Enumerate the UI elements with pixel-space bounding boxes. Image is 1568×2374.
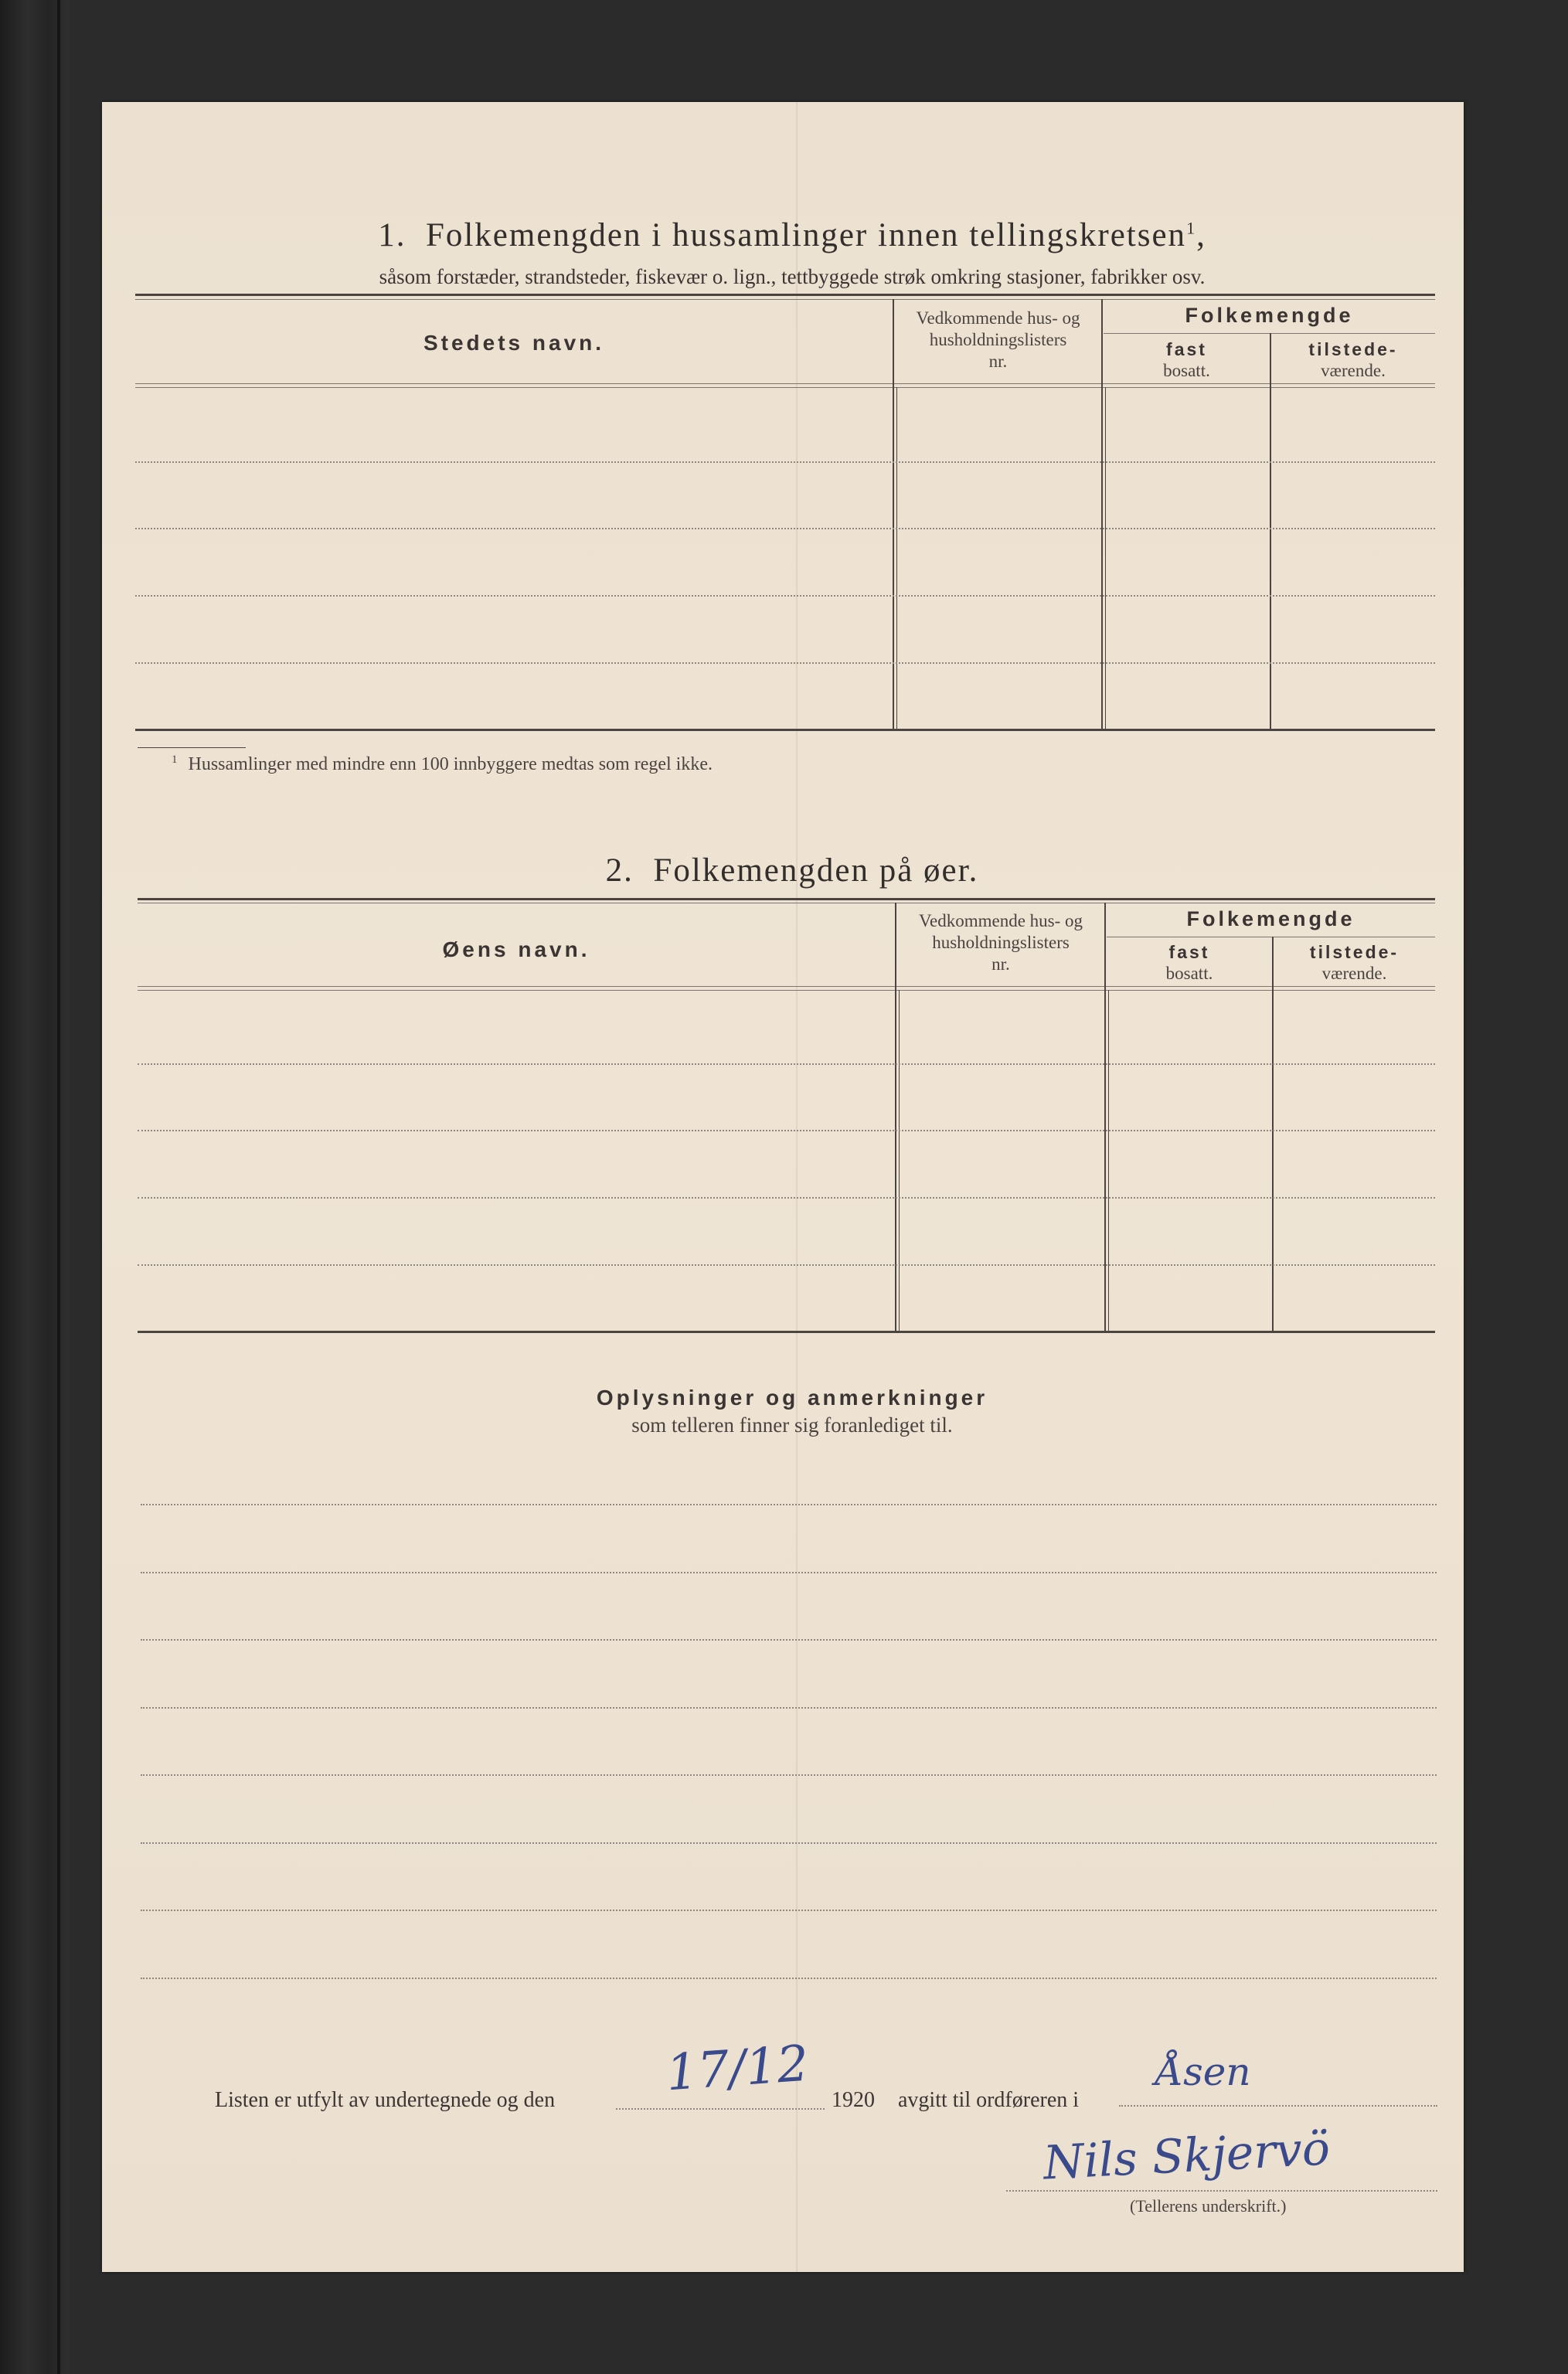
remarks-subtitle: som telleren finner sig foranlediget til. — [631, 1413, 953, 1437]
table2-top-rule — [138, 898, 1435, 900]
table1-header-tilstede: tilstede- værende. — [1308, 339, 1398, 380]
remarks-line — [141, 1774, 1437, 1776]
table1-header-rule — [135, 383, 1435, 384]
paper-fold — [796, 102, 798, 2272]
signature-caption: (Tellerens underskrift.) — [1130, 2196, 1287, 2216]
signature-line — [1006, 2190, 1437, 2192]
handwritten-signature: Nils Skjervö — [1042, 2121, 1332, 2191]
table1-header-name: Stedets navn. — [423, 331, 605, 355]
table1-row-line — [135, 662, 1435, 664]
table1-row-line — [135, 528, 1435, 529]
table2-header-tilstede: tilstede- værende. — [1309, 942, 1400, 983]
table1-header-fast: fast bosatt. — [1163, 339, 1210, 380]
table2-row-line — [138, 1130, 1435, 1131]
remarks-line — [141, 1842, 1437, 1844]
table1-header-folkemengde: Folkemengde — [1185, 304, 1354, 327]
remarks-line — [141, 1707, 1437, 1709]
remarks-line — [141, 1978, 1437, 1979]
table2-bottom-rule — [138, 1331, 1435, 1333]
remarks-line — [141, 1910, 1437, 1911]
handwritten-place: Åsen — [1155, 2049, 1251, 2094]
table1-col-divider-2 — [1101, 299, 1103, 730]
table2-row-line — [138, 1197, 1435, 1199]
table2-row-line — [138, 1264, 1435, 1266]
binder-line — [57, 0, 60, 2374]
section1-subtitle: såsom forstæder, strandsteder, fiskevær o. lign., tettbyggede strøk omkring stasjoner, fabrikker osv. — [379, 265, 1206, 288]
table2-header-name: Øens navn. — [442, 937, 590, 961]
place-line — [1119, 2105, 1437, 2107]
table2-col-divider-3 — [1272, 937, 1274, 1332]
table2-header-fast: fast bosatt. — [1165, 942, 1213, 983]
table1-top-rule — [135, 294, 1435, 296]
table1-col-divider-3 — [1270, 333, 1271, 730]
table2-header-folkemengde: Folkemengde — [1186, 907, 1355, 930]
table2-col-divider-2b — [1108, 990, 1109, 1332]
table1-row-line — [135, 595, 1435, 597]
table2-header-rule — [138, 986, 1435, 987]
footnote-rule — [138, 747, 246, 748]
signature-prefix: Listen er utfylt av undertegnede og den — [215, 2088, 556, 2112]
remarks-line — [141, 1504, 1437, 1505]
handwritten-date: 17/12 — [664, 2035, 811, 2103]
table1-top-rule-thin — [135, 299, 1435, 300]
table2-col-divider-1b — [899, 990, 900, 1332]
table2-header-rule-2 — [138, 990, 1435, 991]
table1-bottom-rule — [135, 729, 1435, 731]
table2-row-line — [138, 1063, 1435, 1065]
table1-header-list: Vedkommende hus- og husholdningslisters nr. — [916, 308, 1080, 371]
section1-title: 1. Folkemengden i hussamlinger innen tellingskretsen$^1$, — [378, 217, 1206, 253]
table1-col-divider-1b — [896, 387, 897, 730]
table2-col-divider-1 — [895, 903, 896, 1332]
remarks-line — [141, 1572, 1437, 1573]
table1-row-line — [135, 461, 1435, 463]
signature-year: 1920 — [832, 2088, 875, 2112]
table1-col-divider-2b — [1105, 387, 1106, 730]
table2-col-divider-2 — [1104, 903, 1106, 1332]
table2-header-list: Vedkommende hus- og husholdningslisters nr. — [918, 911, 1083, 974]
section1-footnote: $^1$ Hussamlinger med mindre enn 100 innbyggere medtas som regel ikke. — [172, 753, 713, 774]
date-line — [616, 2108, 825, 2110]
table1-col-divider-1 — [893, 299, 894, 730]
remarks-title: Oplysninger og anmerkninger — [596, 1386, 988, 1410]
census-form-page — [102, 102, 1464, 2272]
section2-title: 2. Folkemengden på øer. — [605, 852, 979, 889]
table1-header-rule-2 — [135, 387, 1435, 388]
signature-middle: avgitt til ordføreren i — [898, 2088, 1080, 2112]
remarks-line — [141, 1639, 1437, 1641]
